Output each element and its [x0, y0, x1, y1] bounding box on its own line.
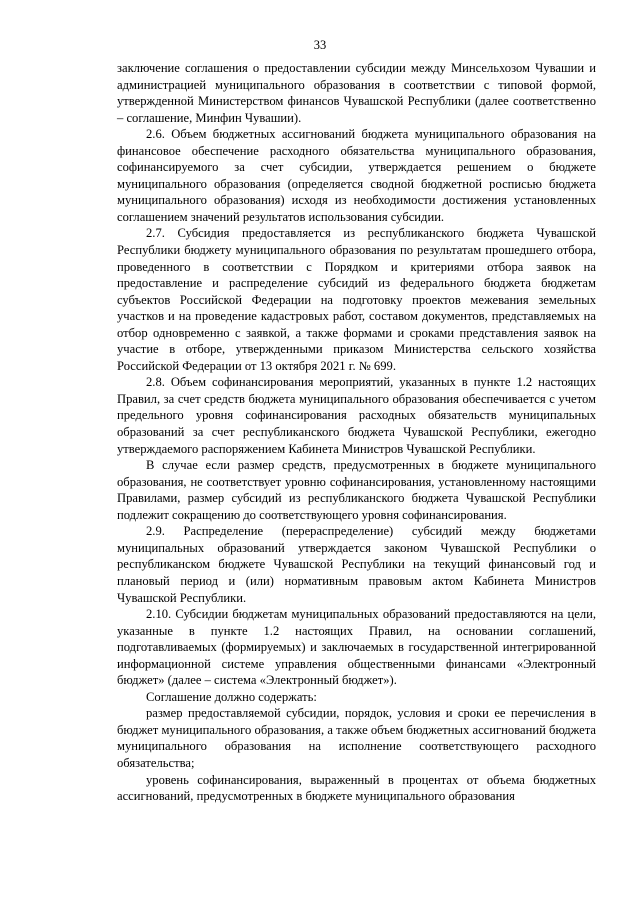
paragraph-2-7: 2.7. Субсидия предоставляется из республиканского бюджета Чувашской Республики бюджету муниципального образования по результатам прошедшего отбора, проведенного в соответствии с Порядком и критериями отбора заявок на предоставление и распределение субсидий из федерального бюджета бюджетам субъектов Российской Федерации на подготовку проектов межевания земельных участков и на проведение кадастровых работ, составом документов, представляемых на отбор одновременно с заявкой, а также формами и сроками представления заявок на участие в отборе, утвержденными приказом Министерства сельского хозяйства Российской Федерации от 13 октября 2021 г. № 699. [117, 226, 596, 373]
paragraph-continuation: заключение соглашения о предоставлении субсидии между Минсельхозом Чувашии и администрацией муниципального образования в соответствии с типовой формой, утвержденной Министерством финансов Чувашской Республики (далее соответственно – соглашение, Минфин Чувашии). [117, 61, 596, 125]
paragraph-cofinancing-level: уровень софинансирования, выраженный в процентах от объема бюджетных ассигнований, предусмотренных в бюджете муниципального образования [117, 772, 596, 804]
paragraph-2-6: 2.6. Объем бюджетных ассигнований бюджета муниципального образования на финансовое обеспечение расходного обязательства муниципального образования, софинансируемого за счет субсидии, утверждается решением о бюджете муниципального образования (определяется сводной бюджетной росписью бюджета муниципального образования) исходя из необходимости достижения установленных соглашением значений результатов использования субсидии. [117, 127, 596, 224]
paragraph-2-8: 2.8. Объем софинансирования мероприятий, указанных в пункте 1.2 настоящих Правил, за счет средств бюджета муниципального образования обеспечивается с учетом предельного уровня софинансирования расходных обязательств муниципальных образований за счет республиканского бюджета Чувашской Республики, ежегодно утверждаемого распоряжением Кабинета Министров Чувашской Республики. [117, 375, 596, 456]
page-number: 33 [313, 38, 327, 52]
paragraph-2-10: 2.10. Субсидии бюджетам муниципальных образований предоставляются на цели, указанные в пункте 1.2 настоящих Правил, на основании соглашений, подготавливаемых (формируемых) и заключаемых в государственной интегрированной информационной системе управления общественными финансами «Электронный бюджет» (далее – система «Электронный бюджет»). [117, 607, 596, 688]
paragraph-agreement-contents: Соглашение должно содержать: [146, 689, 317, 704]
paragraph-2-9: 2.9. Распределение (перераспределение) субсидий между бюджетами муниципальных образований утверждается законом Чувашской Республики о республиканском бюджете Чувашской Республики на текущий финансовый год и плановый период и (или) нормативным правовым актом Кабинета Министров Чувашской Республики. [117, 524, 596, 605]
paragraph-cofinancing-reduction: В случае если размер средств, предусмотренных в бюджете муниципального образования, не соответствует уровню софинансирования, установленному настоящими Правилами, размер субсидий из республиканского бюджета Чувашской Республики подлежит сокращению до соответствующего уровня софинансирования. [117, 458, 596, 522]
paragraph-subsidy-amount: размер предоставляемой субсидии, порядок, условия и сроки ее перечисления в бюджет муниципального образования, а также объем бюджетных ассигнований бюджета муниципального образования на исполнение соответствующего расходного обязательства; [117, 706, 596, 770]
document-body [117, 60, 596, 805]
